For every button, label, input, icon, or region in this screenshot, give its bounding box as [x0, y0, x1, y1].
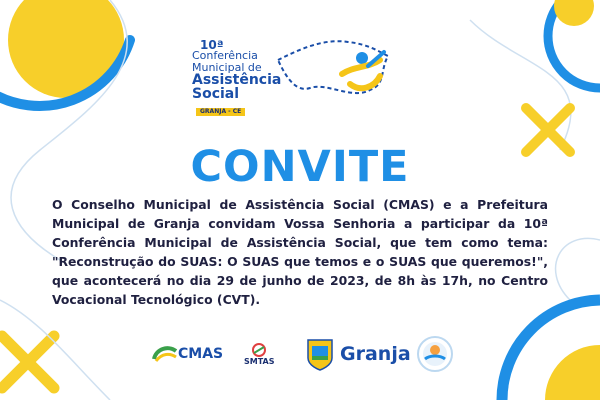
logo-number: 10ª	[200, 38, 224, 52]
logo-line-2: Municipal de	[192, 61, 262, 74]
granja-logo	[304, 334, 411, 374]
map-outline-icon	[268, 30, 398, 110]
smtas-emblem-icon	[250, 343, 268, 357]
granja-logo-text: Granja	[340, 343, 411, 365]
yellow-blob-top-right	[554, 0, 594, 26]
cmas-logo-text: CMAS	[178, 346, 224, 362]
logo-line-1: Conferência	[192, 49, 258, 62]
page-title: CONVITE	[190, 142, 410, 192]
yellow-x-bottom-left	[2, 336, 54, 388]
conference-seal	[416, 334, 454, 374]
logo-city-badge: GRANJA - CE	[196, 108, 245, 116]
conference-logo	[192, 36, 392, 116]
smtas-logo-text: SMTAS	[244, 356, 275, 366]
yellow-circle-bottom-right	[545, 345, 600, 400]
logo-line-3: Assistência	[192, 72, 282, 88]
cmas-emblem-icon	[150, 343, 178, 365]
person-icon-head	[356, 52, 368, 64]
granja-crest-icon	[304, 336, 336, 372]
invitation-text: O Conselho Municipal de Assistência Social (CMAS) e a Prefeitura Municipal de Granja convidam Vossa Senhoria a participar da 10ª Conferência Municipal de Assistência Social, que tem como tema: "Reconstrução do SUAS: O SUAS que temos e o SUAS que queremos!", que acontecerá no dia 29 de junho de 2023, de 8h às 17h, no Centro Vocacional Tecnológico (CVT).	[52, 197, 548, 307]
cmas-logo	[150, 334, 223, 374]
conference-seal-icon	[416, 335, 454, 373]
logo-line-4: Social	[192, 86, 240, 102]
smtas-logo	[244, 334, 275, 374]
